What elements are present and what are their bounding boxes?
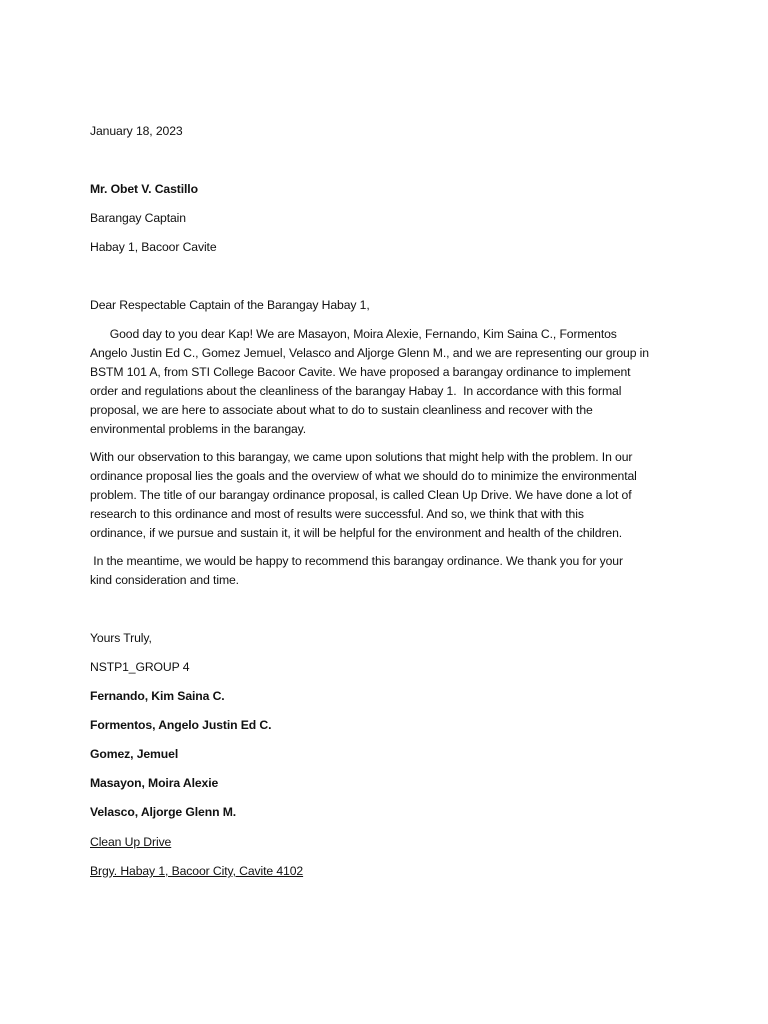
- paragraph-line: kind consideration and time.: [90, 573, 239, 587]
- paragraph-line: ordinance proposal lies the goals and the overview of what we should do to minimize the environmental: [90, 469, 637, 483]
- salutation: Dear Respectable Captain of the Barangay Habay 1,: [90, 298, 370, 312]
- paragraph-line: Good day to you dear Kap! We are Masayon, Moira Alexie, Fernando, Kim Saina C., Formentos: [90, 327, 617, 341]
- signatory-name: Gomez, Jemuel: [90, 747, 179, 761]
- paragraph-closing: [90, 552, 680, 590]
- paragraph-line: proposal, we are here to associate about what to do to sustain cleanliness and recover with the: [90, 403, 593, 417]
- letter-date: January 18, 2023: [90, 124, 183, 138]
- signatory-name: Velasco, Aljorge Glenn M.: [90, 805, 237, 819]
- paragraph-line: ordinance, if we pursue and sustain it, it will be helpful for the environment and health of the children.: [90, 526, 623, 540]
- paragraph-line: environmental problems in the barangay.: [90, 422, 307, 436]
- recipient-title: Barangay Captain: [90, 211, 186, 225]
- closing-phrase: Yours Truly,: [90, 631, 152, 645]
- paragraph-line: research to this ordinance and most of results were successful. And so, we think that with this: [90, 507, 584, 521]
- signatory-name: Formentos, Angelo Justin Ed C.: [90, 718, 272, 732]
- signatory-name: Fernando, Kim Saina C.: [90, 689, 225, 703]
- recipient-address: Habay 1, Bacoor Cavite: [90, 240, 217, 254]
- paragraph-line: BSTM 101 A, from STI College Bacoor Cavite. We have proposed a barangay ordinance to implement: [90, 365, 631, 379]
- paragraph-line: With our observation to this barangay, we came upon solutions that might help with the problem. In our: [90, 450, 633, 464]
- paragraph-line: Angelo Justin Ed C., Gomez Jemuel, Velasco and Aljorge Glenn M., and we are representing our group in: [90, 346, 649, 360]
- project-name: Clean Up Drive: [90, 835, 172, 849]
- signatory-name: Masayon, Moira Alexie: [90, 776, 219, 790]
- group-name: NSTP1_GROUP 4: [90, 660, 190, 674]
- project-address: Brgy. Habay 1, Bacoor City, Cavite 4102: [90, 864, 304, 878]
- paragraph-introduction: [90, 325, 680, 439]
- recipient-name: Mr. Obet V. Castillo: [90, 182, 198, 196]
- paragraph-line: problem. The title of our barangay ordinance proposal, is called Clean Up Drive. We have done a lot of: [90, 488, 632, 502]
- paragraph-observation: [90, 448, 680, 543]
- paragraph-line: order and regulations about the cleanliness of the barangay Habay 1. In accordance with this formal: [90, 384, 622, 398]
- paragraph-line: In the meantime, we would be happy to recommend this barangay ordinance. We thank you for your: [90, 554, 623, 568]
